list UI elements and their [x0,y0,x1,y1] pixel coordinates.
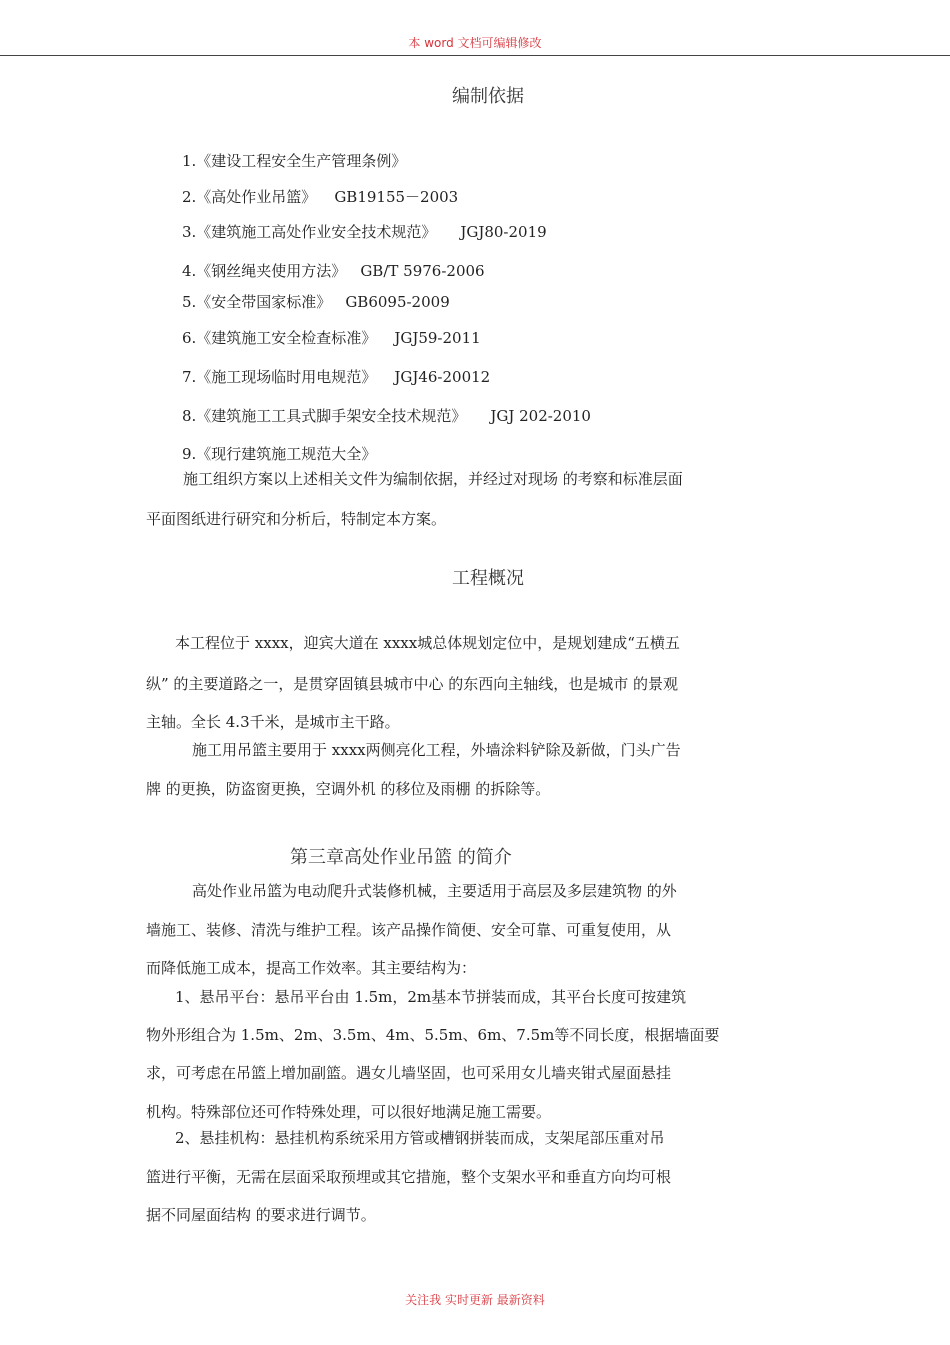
paragraph-line: 机构。特殊部位还可作特殊处理，可以很好地满足施工需要。 [146,1103,552,1121]
reference-item: 8.《建筑施工工具式脚手架安全技术规范》 JGJ 202-2010 [182,407,591,425]
reference-item: 4.《钢丝绳夹使用方法》 GB/T 5976-2006 [182,262,485,280]
section-title-overview: 工程概况 [452,568,524,589]
paragraph-line: 纵” 的主要道路之一，是贯穿固镇县城市中心 的东西向主轴线，也是城市 的景观 [146,675,678,693]
page-header-note: 本 word 文档可编辑修改 [408,36,542,50]
paragraph-line: 高处作业吊篮为电动爬升式装修机械，主要适用于高层及多层建筑物 的外 [192,882,677,900]
paragraph-line: 据不同屋面结构 的要求进行调节。 [146,1206,376,1224]
paragraph-line: 施工组织方案以上述相关文件为编制依据，并经过对现场 的考察和标准层面 [183,470,683,488]
paragraph-line: 主轴。全长 4.3千米，是城市主干路。 [146,713,400,731]
section-title-intro: 第三章高处作业吊篮 的简介 [290,847,512,868]
paragraph-line: 物外形组合为 1.5m、2m、3.5m、4m、5.5m、6m、7.5m等不同长度，根据墙面要 [146,1026,720,1044]
reference-item: 5.《安全带国家标准》 GB6095-2009 [182,293,450,311]
reference-item: 2.《高处作业吊篮》 GB19155－2003 [182,188,459,206]
page-footer-note: 关注我 实时更新 最新资料 [405,1293,545,1307]
reference-item: 1.《建设工程安全生产管理条例》 [182,152,407,170]
paragraph-line: 而降低施工成本，提高工作效率。其主要结构为： [146,959,477,977]
paragraph-line: 求，可考虑在吊篮上增加副篮。遇女儿墙坚固，也可采用女儿墙夹钳式屋面悬挂 [146,1064,672,1082]
paragraph-line: 牌 的更换，防盗窗更换，空调外机 的移位及雨棚 的拆除等。 [146,780,551,798]
reference-item: 9.《现行建筑施工规范大全》 [182,445,377,463]
paragraph-line: 墙施工、装修、清洗与维护工程。该产品操作简便、安全可靠、可重复使用，从 [146,921,672,939]
paragraph-line: 篮进行平衡，无需在层面采取预埋或其它措施，整个支架水平和垂直方向均可根 [146,1168,672,1186]
paragraph-line: 本工程位于 xxxx，迎宾大道在 xxxx城总体规划定位中，是规划建成“五横五 [175,634,680,652]
paragraph-line: 2、悬挂机构：悬挂机构系统采用方管或槽钢拼装而成，支架尾部压重对吊 [175,1129,665,1147]
paragraph-line: 施工用吊篮主要用于 xxxx两侧亮化工程，外墙涂料铲除及新做，门头广告 [192,741,681,759]
reference-item: 6.《建筑施工安全检查标准》 JGJ59-2011 [182,329,481,347]
paragraph-line: 1、悬吊平台：悬吊平台由 1.5m，2m基本节拼装而成，其平台长度可按建筑 [175,988,687,1006]
header-rule [0,55,950,56]
paragraph-line: 平面图纸进行研究和分析后，特制定本方案。 [146,510,447,528]
reference-item: 7.《施工现场临时用电规范》 JGJ46-20012 [182,368,491,386]
reference-item: 3.《建筑施工高处作业安全技术规范》 JGJ80-2019 [182,223,547,241]
section-title-basis: 编制依据 [452,86,524,107]
